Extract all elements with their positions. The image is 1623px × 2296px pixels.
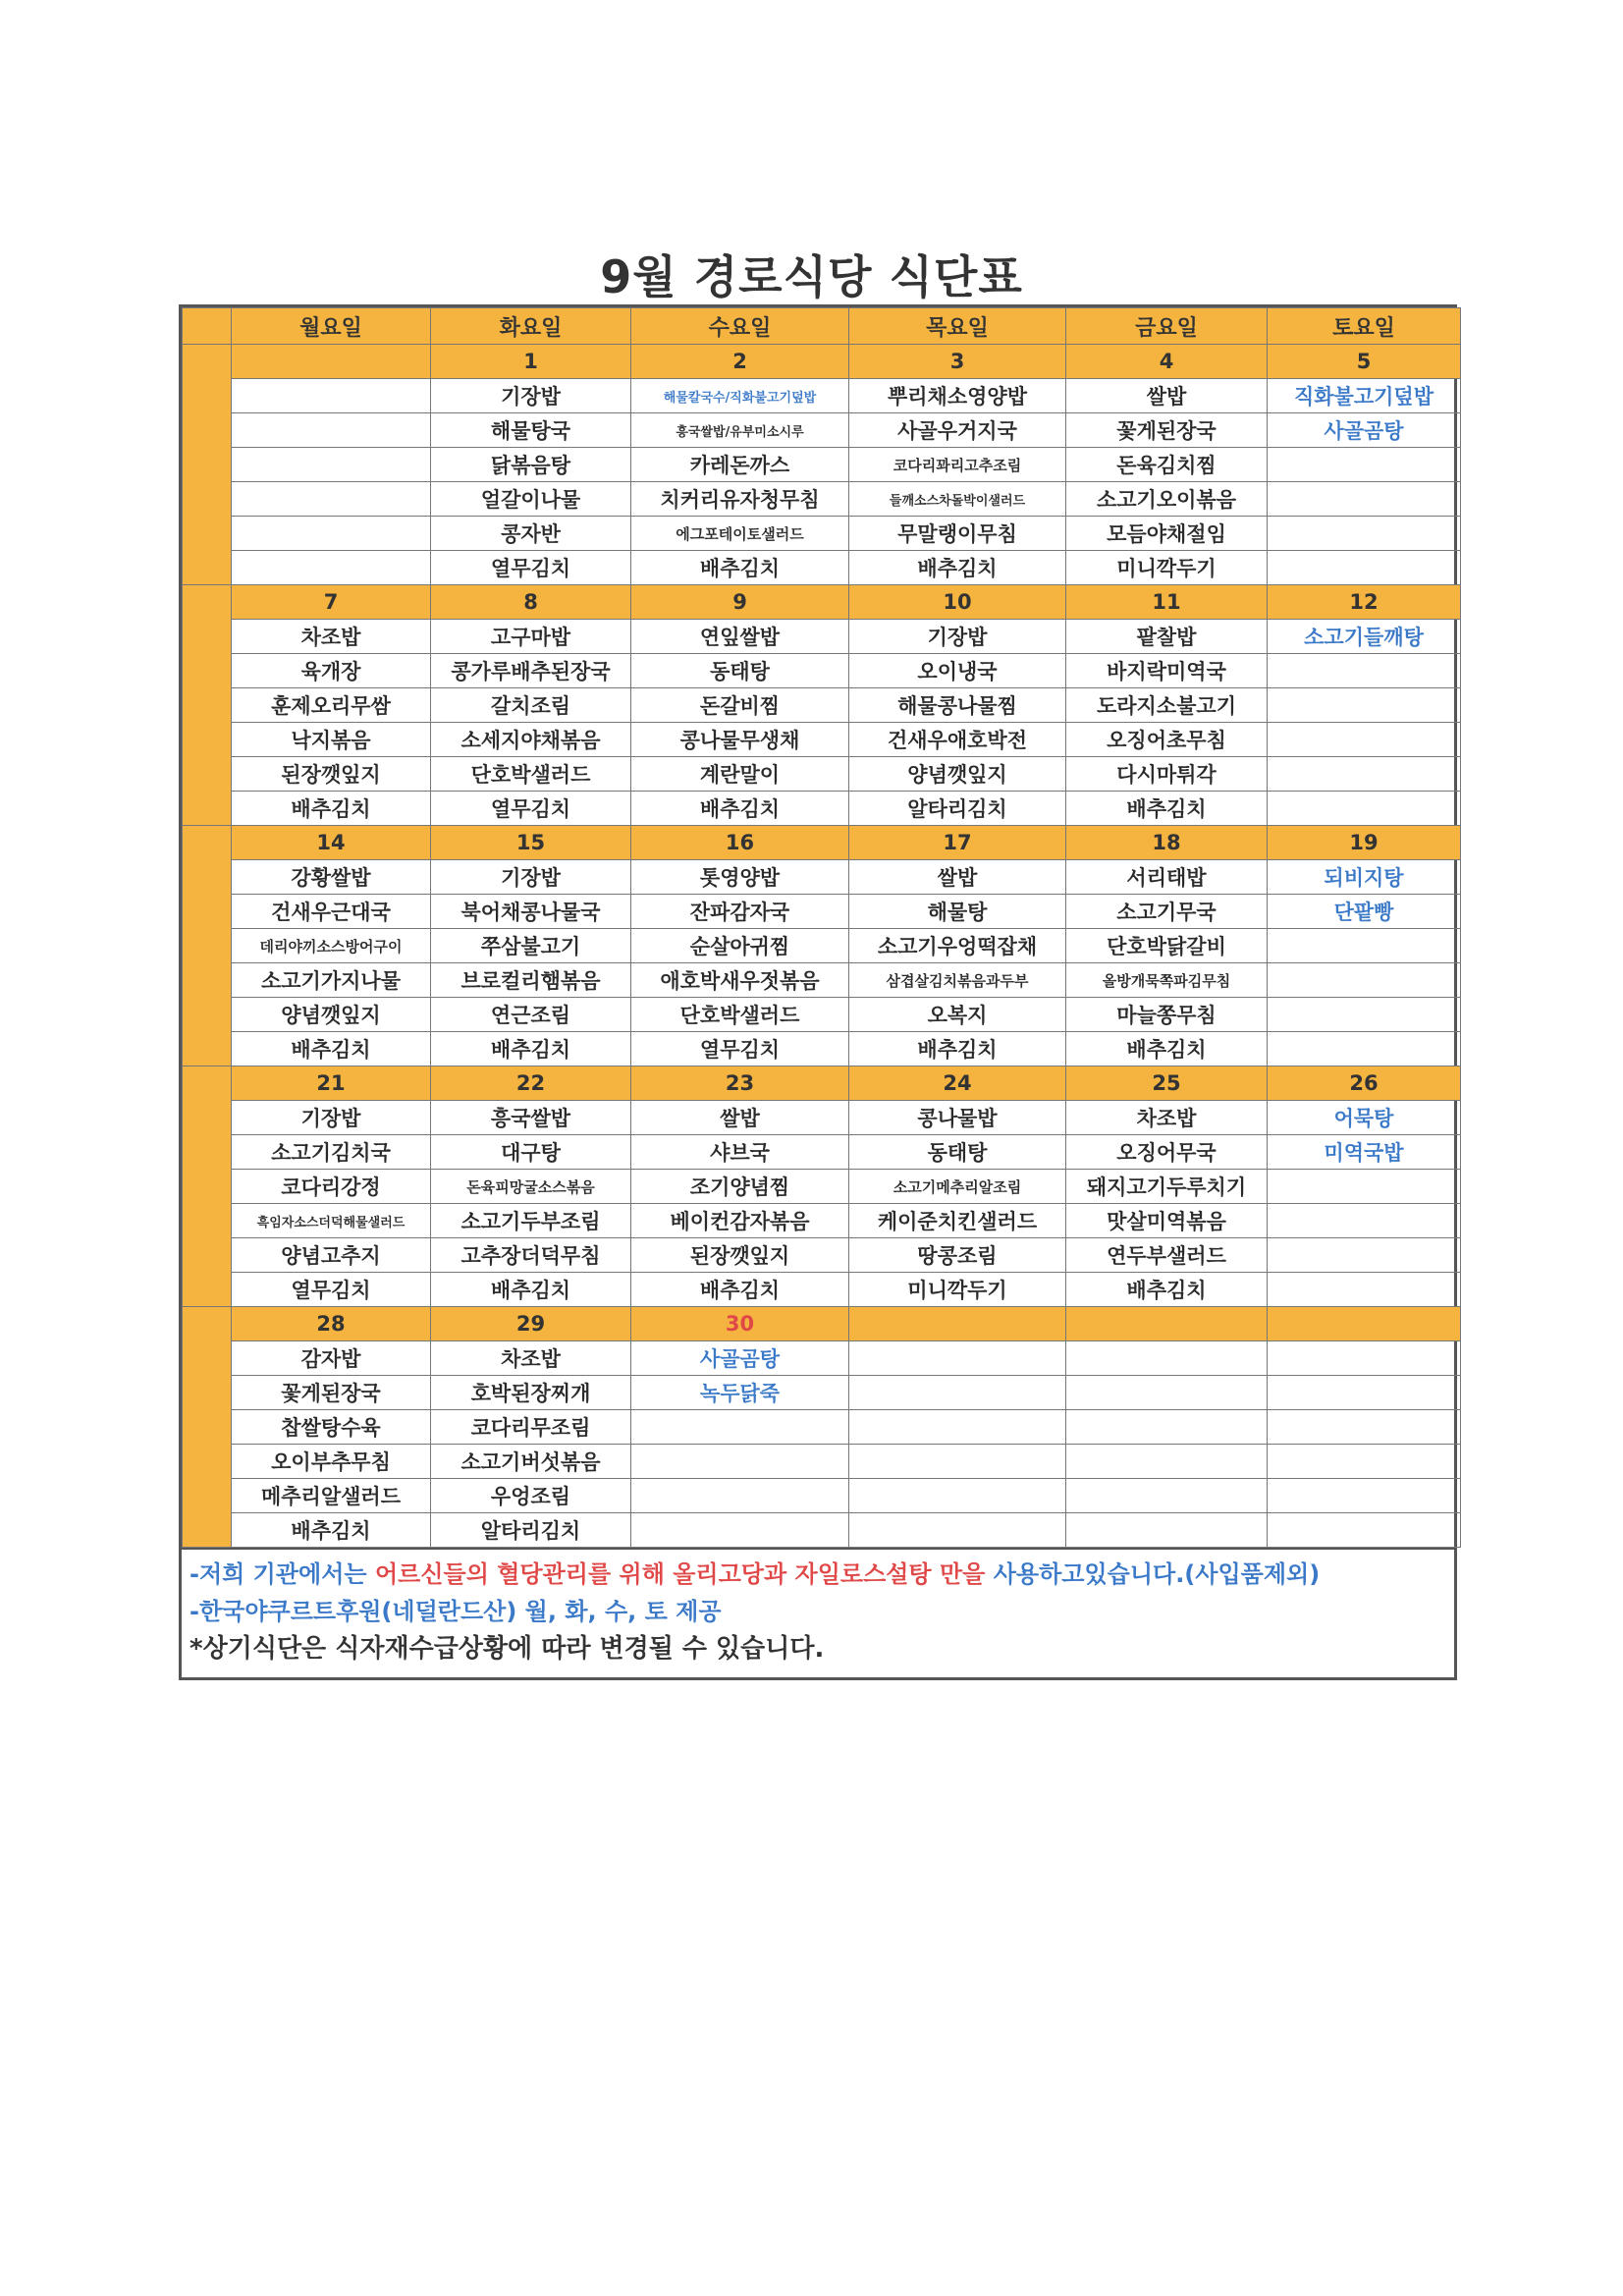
menu-item: 직화불고기덮밥 xyxy=(1268,379,1461,413)
menu-item: 된장깻잎지 xyxy=(631,1238,849,1273)
menu-item: 알타리김치 xyxy=(431,1513,631,1548)
menu-item: 기장밥 xyxy=(431,860,631,895)
menu-item: 소고기버섯볶음 xyxy=(431,1445,631,1479)
menu-item: 소고기오이볶음 xyxy=(1066,482,1268,517)
menu-item xyxy=(1268,688,1461,723)
note-sugar-suffix: 사용하고있습니다.(사입품제외) xyxy=(993,1560,1321,1588)
menu-item xyxy=(849,1410,1066,1445)
menu-item: 배추김치 xyxy=(631,792,849,826)
menu-item: 흥국쌀밥/유부미소시루 xyxy=(631,413,849,448)
week-side-bar xyxy=(183,1307,232,1548)
menu-item xyxy=(631,1479,849,1513)
date-cell: 9 xyxy=(631,585,849,620)
menu-item: 꽃게된장국 xyxy=(1066,413,1268,448)
menu-item: 해물콩나물찜 xyxy=(849,688,1066,723)
menu-item: 육개장 xyxy=(232,654,431,688)
date-cell: 28 xyxy=(232,1307,431,1341)
menu-item: 샤브국 xyxy=(631,1135,849,1170)
menu-item: 돼지고기두루치기 xyxy=(1066,1170,1268,1204)
menu-item: 소고기우엉떡잡채 xyxy=(849,929,1066,963)
date-cell: 7 xyxy=(232,585,431,620)
date-cell: 8 xyxy=(431,585,631,620)
day-header-row xyxy=(183,308,1461,345)
menu-row xyxy=(183,1101,1461,1135)
menu-item: 기장밥 xyxy=(431,379,631,413)
menu-item xyxy=(1268,1273,1461,1307)
menu-item xyxy=(1268,723,1461,757)
menu-item xyxy=(849,1376,1066,1410)
menu-item: 기장밥 xyxy=(849,620,1066,654)
menu-item: 찹쌀탕수육 xyxy=(232,1410,431,1445)
menu-item: 양념깻잎지 xyxy=(849,757,1066,792)
menu-item: 열무김치 xyxy=(431,551,631,585)
date-cell: 2 xyxy=(631,345,849,379)
menu-item: 양념깻잎지 xyxy=(232,998,431,1032)
menu-item xyxy=(1066,1445,1268,1479)
menu-item xyxy=(1066,1410,1268,1445)
menu-item xyxy=(1268,1170,1461,1204)
date-cell: 15 xyxy=(431,826,631,860)
menu-item: 갈치조림 xyxy=(431,688,631,723)
menu-item: 감자밥 xyxy=(232,1341,431,1376)
menu-item xyxy=(1268,654,1461,688)
menu-item xyxy=(849,1445,1066,1479)
menu-row xyxy=(183,1410,1461,1445)
menu-item xyxy=(849,1341,1066,1376)
menu-item: 연잎쌀밥 xyxy=(631,620,849,654)
menu-item xyxy=(1268,1204,1461,1238)
menu-item xyxy=(1268,448,1461,482)
menu-item: 흑임자소스더덕해물샐러드 xyxy=(232,1204,431,1238)
menu-item: 브로컬리햄볶음 xyxy=(431,963,631,998)
day-header: 수요일 xyxy=(631,308,849,345)
menu-item: 들깨소스차돌박이샐러드 xyxy=(849,482,1066,517)
menu-item: 바지락미역국 xyxy=(1066,654,1268,688)
menu-item xyxy=(1268,1341,1461,1376)
menu-item: 꽃게된장국 xyxy=(232,1376,431,1410)
menu-row xyxy=(183,1135,1461,1170)
week-side-bar xyxy=(183,826,232,1066)
date-row xyxy=(183,1066,1461,1101)
menu-item: 순살아귀찜 xyxy=(631,929,849,963)
menu-item: 소고기가지나물 xyxy=(232,963,431,998)
menu-item xyxy=(1268,929,1461,963)
date-cell: 12 xyxy=(1268,585,1461,620)
menu-row xyxy=(183,1204,1461,1238)
menu-item: 배추김치 xyxy=(431,1032,631,1066)
menu-item: 데리야끼소스방어구이 xyxy=(232,929,431,963)
menu-item: 강황쌀밥 xyxy=(232,860,431,895)
menu-item: 사골우거지국 xyxy=(849,413,1066,448)
menu-item: 코다리무조림 xyxy=(431,1410,631,1445)
menu-row xyxy=(183,379,1461,413)
menu-item: 양념고추지 xyxy=(232,1238,431,1273)
note-sugar-prefix: -저희 기관에서는 xyxy=(189,1560,367,1588)
menu-item: 오징어무국 xyxy=(1066,1135,1268,1170)
menu-item: 맛살미역볶음 xyxy=(1066,1204,1268,1238)
week-side-bar xyxy=(183,1066,232,1307)
page-title: 9월 경로식당 식단표 xyxy=(600,250,1023,303)
menu-item xyxy=(849,1513,1066,1548)
menu-item xyxy=(232,448,431,482)
menu-item xyxy=(232,379,431,413)
menu-item: 단호박닭갈비 xyxy=(1066,929,1268,963)
menu-item: 콩가루배추된장국 xyxy=(431,654,631,688)
day-header: 금요일 xyxy=(1066,308,1268,345)
menu-item xyxy=(1268,482,1461,517)
menu-item: 케이준치킨샐러드 xyxy=(849,1204,1066,1238)
menu-row xyxy=(183,551,1461,585)
menu-item xyxy=(1268,1238,1461,1273)
menu-item xyxy=(1066,1513,1268,1548)
menu-item xyxy=(232,517,431,551)
menu-item: 치커리유자청무침 xyxy=(631,482,849,517)
menu-row xyxy=(183,688,1461,723)
menu-row xyxy=(183,413,1461,448)
menu-item: 돈육피망굴소스볶음 xyxy=(431,1170,631,1204)
menu-item xyxy=(1268,551,1461,585)
menu-item: 단팥빵 xyxy=(1268,895,1461,929)
date-cell: 29 xyxy=(431,1307,631,1341)
date-cell: 25 xyxy=(1066,1066,1268,1101)
week-side-bar xyxy=(183,585,232,826)
menu-item: 동태탕 xyxy=(631,654,849,688)
menu-item: 베이컨감자볶음 xyxy=(631,1204,849,1238)
menu-row xyxy=(183,792,1461,826)
menu-row xyxy=(183,1273,1461,1307)
date-row xyxy=(183,1307,1461,1341)
date-cell xyxy=(232,345,431,379)
date-row xyxy=(183,345,1461,379)
week-side-bar xyxy=(183,345,232,585)
menu-item: 연두부샐러드 xyxy=(1066,1238,1268,1273)
menu-item: 낙지볶음 xyxy=(232,723,431,757)
menu-item: 어묵탕 xyxy=(1268,1101,1461,1135)
menu-item: 소고기무국 xyxy=(1066,895,1268,929)
date-cell: 30 xyxy=(631,1307,849,1341)
menu-row xyxy=(183,757,1461,792)
menu-row xyxy=(183,929,1461,963)
menu-row xyxy=(183,998,1461,1032)
menu-item xyxy=(631,1445,849,1479)
menu-item: 콩나물무생채 xyxy=(631,723,849,757)
menu-row xyxy=(183,723,1461,757)
menu-item xyxy=(1268,1410,1461,1445)
date-cell: 23 xyxy=(631,1066,849,1101)
menu-item: 모듬야채절임 xyxy=(1066,517,1268,551)
menu-row xyxy=(183,1170,1461,1204)
date-cell: 22 xyxy=(431,1066,631,1101)
menu-item: 북어채콩나물국 xyxy=(431,895,631,929)
menu-item: 고구마밥 xyxy=(431,620,631,654)
menu-table xyxy=(182,307,1461,1548)
corner-cell xyxy=(183,308,232,345)
note-yakult: -한국야쿠르트후원(네덜란드산) 월, 화, 수, 토 제공 xyxy=(189,1598,722,1625)
notes xyxy=(182,1548,1454,1677)
menu-item: 닭볶음탕 xyxy=(431,448,631,482)
menu-item: 훈제오리무쌈 xyxy=(232,688,431,723)
menu-item: 열무김치 xyxy=(431,792,631,826)
menu-row xyxy=(183,1341,1461,1376)
menu-item: 돈육김치찜 xyxy=(1066,448,1268,482)
menu-row xyxy=(183,1445,1461,1479)
menu-item: 콩나물밥 xyxy=(849,1101,1066,1135)
menu-item: 배추김치 xyxy=(631,551,849,585)
menu-row xyxy=(183,620,1461,654)
menu-item xyxy=(631,1513,849,1548)
menu-row xyxy=(183,517,1461,551)
menu-item: 배추김치 xyxy=(1066,1032,1268,1066)
menu-item: 코다리강정 xyxy=(232,1170,431,1204)
menu-item: 무말랭이무침 xyxy=(849,517,1066,551)
menu-item: 배추김치 xyxy=(631,1273,849,1307)
menu-item: 고추장더덕무침 xyxy=(431,1238,631,1273)
menu-item: 사골곰탕 xyxy=(1268,413,1461,448)
menu-item: 에그포테이토샐러드 xyxy=(631,517,849,551)
menu-item xyxy=(232,413,431,448)
menu-item: 되비지탕 xyxy=(1268,860,1461,895)
menu-item: 해물칼국수/직화불고기덮밥 xyxy=(631,379,849,413)
menu-item: 배추김치 xyxy=(232,792,431,826)
menu-item: 팥찰밥 xyxy=(1066,620,1268,654)
menu-item xyxy=(232,482,431,517)
date-cell: 26 xyxy=(1268,1066,1461,1101)
date-cell xyxy=(849,1307,1066,1341)
menu-item: 쌀밥 xyxy=(849,860,1066,895)
menu-item: 쌀밥 xyxy=(1066,379,1268,413)
menu-item: 해물탕국 xyxy=(431,413,631,448)
menu-item: 대구탕 xyxy=(431,1135,631,1170)
menu-item: 도라지소불고기 xyxy=(1066,688,1268,723)
menu-item xyxy=(1066,1376,1268,1410)
menu-item: 흥국쌀밥 xyxy=(431,1101,631,1135)
note-disclaimer: *상기식단은 식자재수급상황에 따라 변경될 수 있습니다. xyxy=(189,1634,825,1664)
menu-item: 오복지 xyxy=(849,998,1066,1032)
date-row xyxy=(183,585,1461,620)
date-row xyxy=(183,826,1461,860)
menu-item: 미니깍두기 xyxy=(1066,551,1268,585)
menu-item: 해물탕 xyxy=(849,895,1066,929)
menu-item: 알타리김치 xyxy=(849,792,1066,826)
menu-row xyxy=(183,895,1461,929)
menu-item: 계란말이 xyxy=(631,757,849,792)
menu-item: 단호박샐러드 xyxy=(431,757,631,792)
menu-item: 연근조림 xyxy=(431,998,631,1032)
menu-frame xyxy=(179,304,1457,1680)
date-cell: 3 xyxy=(849,345,1066,379)
menu-item: 소세지야채볶음 xyxy=(431,723,631,757)
menu-item: 차조밥 xyxy=(1066,1101,1268,1135)
menu-item: 기장밥 xyxy=(232,1101,431,1135)
menu-item: 건새우근대국 xyxy=(232,895,431,929)
menu-item: 오징어초무침 xyxy=(1066,723,1268,757)
menu-row xyxy=(183,654,1461,688)
day-header: 토요일 xyxy=(1268,308,1461,345)
date-cell: 14 xyxy=(232,826,431,860)
menu-item xyxy=(1268,1376,1461,1410)
menu-item: 배추김치 xyxy=(1066,792,1268,826)
date-cell xyxy=(1066,1307,1268,1341)
menu-row xyxy=(183,1238,1461,1273)
menu-item xyxy=(1268,1445,1461,1479)
menu-item: 잔파감자국 xyxy=(631,895,849,929)
menu-item: 땅콩조림 xyxy=(849,1238,1066,1273)
menu-item: 콩자반 xyxy=(431,517,631,551)
menu-item: 녹두닭죽 xyxy=(631,1376,849,1410)
menu-item xyxy=(232,551,431,585)
note-sugar-highlight: 어르신들의 혈당관리를 위해 올리고당과 자일로스설탕 만을 xyxy=(374,1560,986,1588)
menu-row xyxy=(183,963,1461,998)
date-cell: 4 xyxy=(1066,345,1268,379)
menu-item xyxy=(1268,963,1461,998)
menu-item xyxy=(1268,1513,1461,1548)
date-cell: 1 xyxy=(431,345,631,379)
date-cell: 5 xyxy=(1268,345,1461,379)
menu-item: 뿌리채소영양밥 xyxy=(849,379,1066,413)
menu-item: 배추김치 xyxy=(232,1513,431,1548)
menu-item: 배추김치 xyxy=(1066,1273,1268,1307)
menu-item: 톳영양밥 xyxy=(631,860,849,895)
menu-item: 사골곰탕 xyxy=(631,1341,849,1376)
menu-row xyxy=(183,482,1461,517)
menu-item: 단호박샐러드 xyxy=(631,998,849,1032)
menu-item: 된장깻잎지 xyxy=(232,757,431,792)
menu-row xyxy=(183,1376,1461,1410)
menu-item: 돈갈비찜 xyxy=(631,688,849,723)
menu-item xyxy=(1268,998,1461,1032)
menu-row xyxy=(183,1513,1461,1548)
menu-item: 다시마튀각 xyxy=(1066,757,1268,792)
menu-item: 소고기두부조림 xyxy=(431,1204,631,1238)
menu-item: 오이부추무침 xyxy=(232,1445,431,1479)
menu-item: 조기양념찜 xyxy=(631,1170,849,1204)
menu-item: 카레돈까스 xyxy=(631,448,849,482)
menu-item: 차조밥 xyxy=(431,1341,631,1376)
date-cell: 10 xyxy=(849,585,1066,620)
date-cell: 17 xyxy=(849,826,1066,860)
menu-item xyxy=(1066,1341,1268,1376)
menu-item xyxy=(849,1479,1066,1513)
menu-item xyxy=(1066,1479,1268,1513)
menu-item xyxy=(1268,1479,1461,1513)
menu-item xyxy=(1268,1032,1461,1066)
menu-item: 애호박새우젓볶음 xyxy=(631,963,849,998)
menu-item: 소고기메추리알조림 xyxy=(849,1170,1066,1204)
menu-item: 미니깍두기 xyxy=(849,1273,1066,1307)
date-cell: 19 xyxy=(1268,826,1461,860)
menu-item: 삼겹살김치볶음과두부 xyxy=(849,963,1066,998)
day-header: 목요일 xyxy=(849,308,1066,345)
menu-item: 열무김치 xyxy=(232,1273,431,1307)
menu-item xyxy=(1268,517,1461,551)
menu-item xyxy=(1268,792,1461,826)
menu-item: 차조밥 xyxy=(232,620,431,654)
day-header: 화요일 xyxy=(431,308,631,345)
menu-item: 우엉조림 xyxy=(431,1479,631,1513)
menu-item: 건새우애호박전 xyxy=(849,723,1066,757)
date-cell: 21 xyxy=(232,1066,431,1101)
menu-row xyxy=(183,1479,1461,1513)
menu-item: 배추김치 xyxy=(431,1273,631,1307)
menu-item: 미역국밥 xyxy=(1268,1135,1461,1170)
menu-item: 소고기김치국 xyxy=(232,1135,431,1170)
menu-item: 배추김치 xyxy=(849,1032,1066,1066)
date-cell: 18 xyxy=(1066,826,1268,860)
menu-row xyxy=(183,1032,1461,1066)
menu-row xyxy=(183,448,1461,482)
menu-item: 쭈삼불고기 xyxy=(431,929,631,963)
date-cell: 24 xyxy=(849,1066,1066,1101)
menu-item: 배추김치 xyxy=(232,1032,431,1066)
menu-item: 코다리꽈리고추조림 xyxy=(849,448,1066,482)
menu-item xyxy=(1268,757,1461,792)
note-sugar xyxy=(189,1556,1446,1593)
menu-item: 배추김치 xyxy=(849,551,1066,585)
menu-item: 열무김치 xyxy=(631,1032,849,1066)
menu-item: 올방개묵쪽파김무침 xyxy=(1066,963,1268,998)
menu-item: 쌀밥 xyxy=(631,1101,849,1135)
day-header: 월요일 xyxy=(232,308,431,345)
menu-item xyxy=(631,1410,849,1445)
menu-item: 오이냉국 xyxy=(849,654,1066,688)
menu-item: 소고기들깨탕 xyxy=(1268,620,1461,654)
menu-row xyxy=(183,860,1461,895)
menu-item: 마늘쫑무침 xyxy=(1066,998,1268,1032)
menu-item: 메추리알샐러드 xyxy=(232,1479,431,1513)
date-cell xyxy=(1268,1307,1461,1341)
menu-item: 서리태밥 xyxy=(1066,860,1268,895)
menu-item: 동태탕 xyxy=(849,1135,1066,1170)
date-cell: 16 xyxy=(631,826,849,860)
menu-item: 호박된장찌개 xyxy=(431,1376,631,1410)
menu-item: 얼갈이나물 xyxy=(431,482,631,517)
date-cell: 11 xyxy=(1066,585,1268,620)
